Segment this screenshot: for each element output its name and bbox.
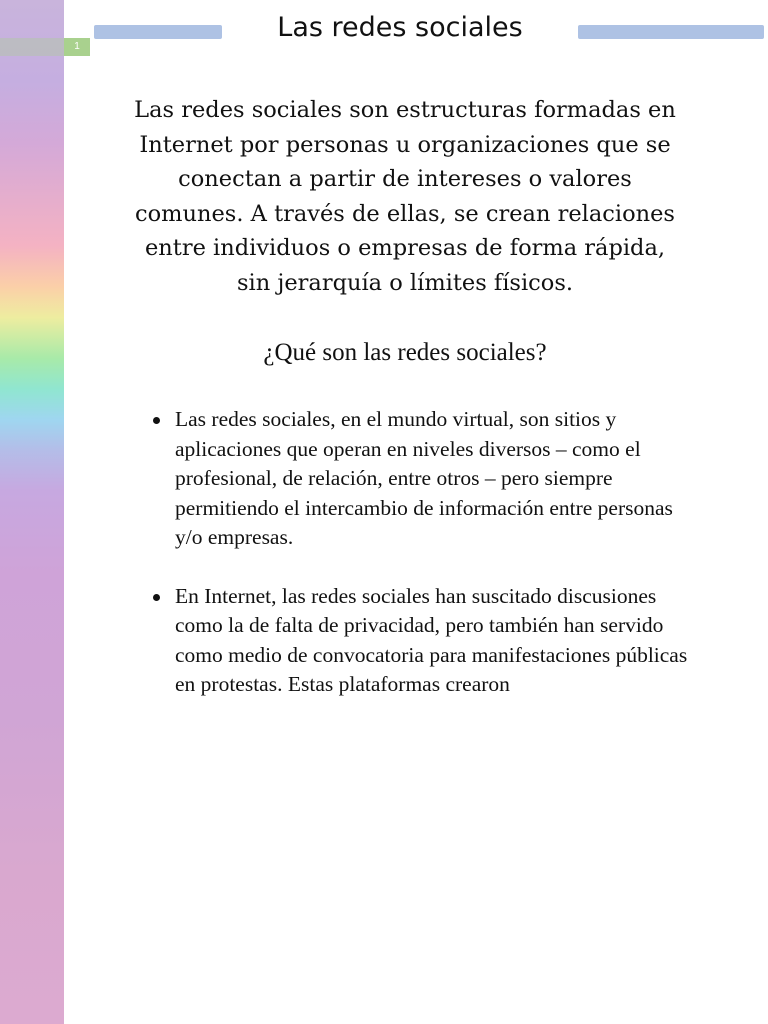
list-item	[150, 582, 690, 700]
bullet-text: En Internet, las redes sociales han suscitado discusiones como la de falta de privacidad, pero también han servido como medio de convocatoria para manifestaciones públicas en protestas. Estas plataformas crearon	[175, 583, 688, 696]
section-subtitle: ¿Qué son las redes sociales?	[263, 339, 547, 366]
document-title: Las redes sociales	[277, 12, 523, 43]
bullet-dot-icon	[153, 417, 160, 424]
intro-paragraph: Las redes sociales son estructuras formadas en Internet por personas u organizaciones que se conectan a partir de intereses o valores comunes. A través de ellas, se crean relaciones entre individuos o empresas de forma rápida, sin jerarquía o límites físicos.	[134, 97, 676, 296]
bullet-text: Las redes sociales, en el mundo virtual, son sitios y aplicaciones que operan en niveles diversos – como el profesional, de relación, entre otros – pero siempre permitiendo el intercambio de información entre personas y/o empresas.	[175, 407, 673, 549]
rainbow-side-strip	[0, 0, 64, 1024]
bullet-list	[150, 405, 690, 729]
list-item	[150, 405, 690, 553]
page-number-guide	[0, 38, 64, 56]
header-bar-left	[94, 25, 222, 39]
bullet-dot-icon	[153, 594, 160, 601]
page-number: 1	[64, 38, 90, 56]
header-bar-right	[578, 25, 764, 39]
